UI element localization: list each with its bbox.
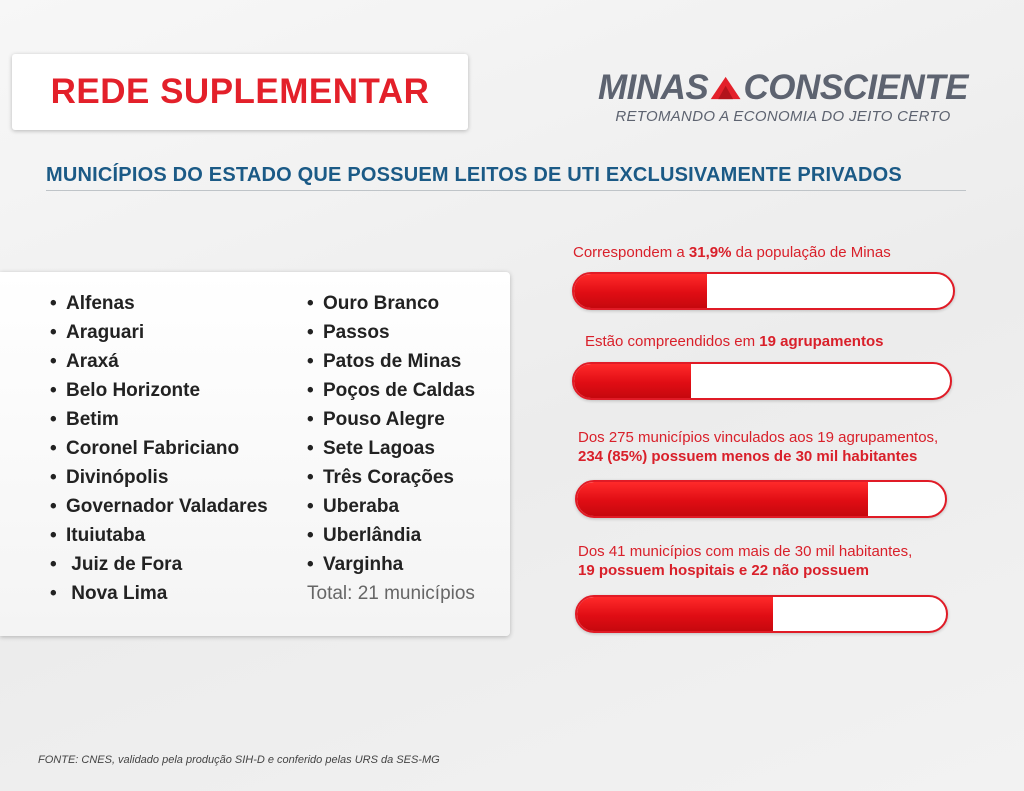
minas-consciente-logo <box>598 68 968 128</box>
list-item: • Uberlândia <box>307 521 475 550</box>
municipalities-total: Total: 21 municípios <box>307 583 475 604</box>
list-item: • Pouso Alegre <box>307 405 475 434</box>
stat-3-progress-bar <box>575 480 947 518</box>
stat-4-progress-fill <box>577 597 773 631</box>
page-title: REDE SUPLEMENTAR <box>50 72 430 111</box>
list-item: • Três Corações <box>307 463 475 492</box>
source-footnote: FONTE: CNES, validado pela produção SIH-D e conferido pelas URS da SES-MG <box>38 754 440 766</box>
list-item: • Ouro Branco <box>307 289 475 318</box>
stat-3-text-line2: 234 (85%) possuem menos de 30 mil habitantes <box>578 448 918 465</box>
bullet-icon: • <box>50 467 57 488</box>
bullet-icon: • <box>50 380 57 401</box>
bullet-icon: • <box>50 351 57 372</box>
list-item: • Ituiutaba <box>50 521 268 550</box>
bullet-icon: • <box>307 438 314 459</box>
stat-4-progress-bar <box>575 595 948 633</box>
bullet-icon: • <box>50 525 57 546</box>
list-item: • Juiz de Fora <box>50 550 268 579</box>
bullet-icon: • <box>307 351 314 372</box>
list-item: • Araxá <box>50 347 268 376</box>
logo-word-left: MINAS <box>598 68 709 107</box>
bullet-icon: • <box>50 583 57 604</box>
bullet-icon: • <box>307 380 314 401</box>
list-item: • Araguari <box>50 318 268 347</box>
bullet-icon: • <box>307 525 314 546</box>
stat-3-text-line1: Dos 275 municípios vinculados aos 19 agrupamentos, <box>578 429 939 446</box>
stat-1-text: Correspondem a 31,9% da população de Minas <box>573 244 891 261</box>
list-item: • Governador Valadares <box>50 492 268 521</box>
stat-2-text: Estão compreendidos em 19 agrupamentos <box>585 333 884 350</box>
list-item: • Nova Lima <box>50 579 268 608</box>
bullet-icon: • <box>307 554 314 575</box>
list-item: • Varginha <box>307 550 475 579</box>
list-item: • Belo Horizonte <box>50 376 268 405</box>
bullet-icon: • <box>50 293 57 314</box>
section-subtitle: MUNICÍPIOS DO ESTADO QUE POSSUEM LEITOS DE UTI EXCLUSIVAMENTE PRIVADOS <box>46 164 902 186</box>
subtitle-divider <box>46 190 966 191</box>
bullet-icon: • <box>307 322 314 343</box>
bullet-icon: • <box>307 293 314 314</box>
bullet-icon: • <box>307 467 314 488</box>
bullet-icon: • <box>50 322 57 343</box>
title-box <box>12 54 468 130</box>
bullet-icon: • <box>50 496 57 517</box>
stat-4-text-line2: 19 possuem hospitais e 22 não possuem <box>578 562 869 579</box>
list-item: • Betim <box>50 405 268 434</box>
triangle-logo-icon <box>710 71 741 105</box>
logo-word-right: CONSCIENTE <box>743 68 968 107</box>
list-item: • Sete Lagoas <box>307 434 475 463</box>
municipalities-list-right <box>307 289 475 608</box>
bullet-icon: • <box>50 409 57 430</box>
logo-wordmark <box>598 68 968 108</box>
bullet-icon: • <box>50 438 57 459</box>
bullet-icon: • <box>307 409 314 430</box>
stat-2-progress-fill <box>574 364 691 398</box>
list-item: • Passos <box>307 318 475 347</box>
list-item: • Divinópolis <box>50 463 268 492</box>
stat-1-progress-fill <box>574 274 707 308</box>
stat-4-text-line1: Dos 41 municípios com mais de 30 mil habitantes, <box>578 543 913 560</box>
municipalities-list-left <box>50 289 268 608</box>
stat-2-progress-bar <box>572 362 952 400</box>
stat-1-progress-bar <box>572 272 955 310</box>
bullet-icon: • <box>50 554 57 575</box>
municipalities-panel <box>0 272 510 636</box>
bullet-icon: • <box>307 496 314 517</box>
list-item: • Coronel Fabriciano <box>50 434 268 463</box>
stat-3-progress-fill <box>577 482 868 516</box>
list-item: • Poços de Caldas <box>307 376 475 405</box>
list-item: • Uberaba <box>307 492 475 521</box>
list-item: • Patos de Minas <box>307 347 475 376</box>
logo-tagline: RETOMANDO A ECONOMIA DO JEITO CERTO <box>615 108 951 125</box>
list-item: • Alfenas <box>50 289 268 318</box>
